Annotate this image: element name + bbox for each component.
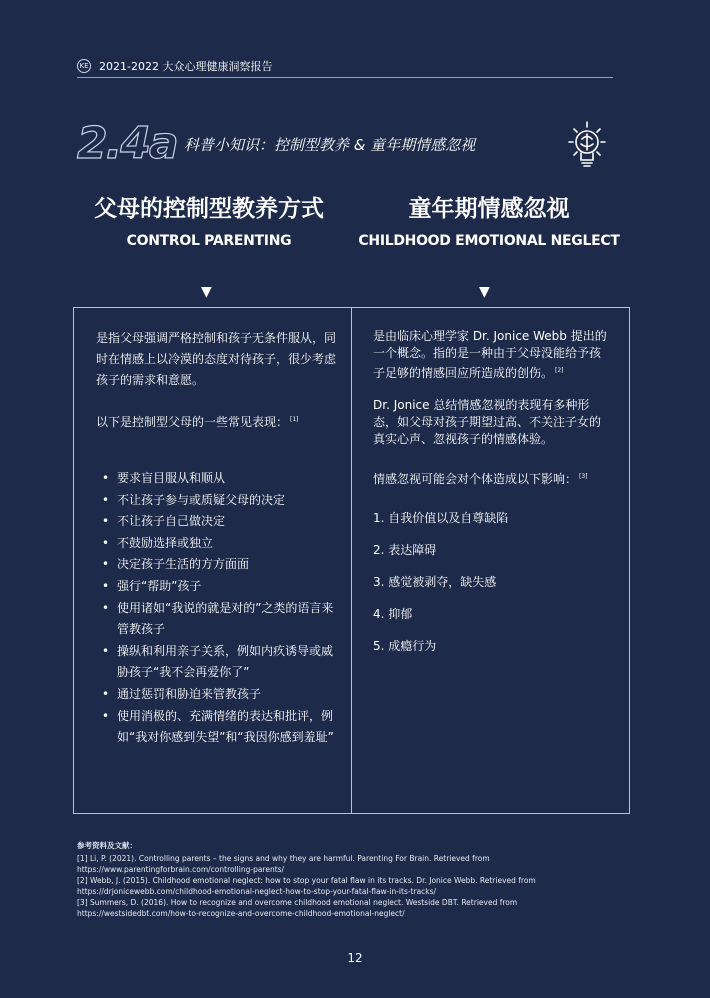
header-divider xyxy=(77,77,613,78)
ref-marker: [2] xyxy=(555,367,564,374)
list-item: • 使用诸如“我说的就是对的”之类的语言来管教孩子 xyxy=(100,598,340,641)
left-title-zh: 父母的控制型教养方式 xyxy=(94,196,324,222)
control-parenting-list xyxy=(100,468,340,749)
references xyxy=(77,840,617,919)
section-heading xyxy=(77,120,617,172)
report-title: 2021-2022 大众心理健康洞察报告 xyxy=(99,60,273,73)
list-item: • 不让孩子自己做决定 xyxy=(100,511,340,533)
left-arrow-down-icon: ▼ xyxy=(201,284,212,300)
section-number: 2.4a xyxy=(77,118,177,169)
references-title: 参考资料及文献： xyxy=(77,841,137,850)
section-title: 科普小知识：控制型教养 & 童年期情感忽视 xyxy=(184,136,476,154)
list-item: • 不鼓励选择或独立 xyxy=(100,533,340,555)
right-title-en: CHILDHOOD EMOTIONAL NEGLECT xyxy=(358,233,620,249)
list-item: • 强行“帮助”孩子 xyxy=(100,576,340,598)
reference-item: [2] Webb, J. (2015). Childhood emotional neglect: how to stop your fatal flaw in its tracks. Dr. Jonice Webb. Retrieved from https://drjonicewebb.com/childhood-emotional-neglect-how-to-stop-your-fatal-flaw-in-its-tracks/ xyxy=(77,876,536,896)
ref-marker: [1] xyxy=(290,416,299,423)
page-header xyxy=(77,56,613,76)
impact-intro: 情感忽视可能会对个体造成以下影响： [3] xyxy=(373,472,588,486)
left-list-intro: 以下是控制型父母的一些常见表现： [1] xyxy=(96,415,299,429)
reference-item: [3] Summers, D. (2016). How to recognize and overcome childhood emotional neglect. Westside DBT. Retrieved from https://westsidedbt.com/how-to-recognize-and-overcome-childhood-emotional-neglect/ xyxy=(77,898,518,918)
reference-item: [1] Li, P. (2021). Controlling parents – the signs and why they are harmful. Parenting For Brain. Retrieved from https://www.parentingforbrain.com/controlling-parents/ xyxy=(77,854,490,874)
list-item: 4. 抑郁 xyxy=(373,607,413,621)
right-column-heading xyxy=(358,194,620,251)
left-column-body xyxy=(96,328,336,433)
list-item: • 使用消极的、充满情绪的表达和批评，例如“我对你感到失望”和“我因你感到羞耻” xyxy=(100,706,340,749)
right-arrow-down-icon: ▼ xyxy=(479,284,490,300)
column-divider xyxy=(351,307,352,814)
neglect-impact-list xyxy=(373,508,508,668)
list-item: • 操纵和利用亲子关系，例如内疚诱导或威胁孩子“我不会再爱你了” xyxy=(100,641,340,684)
right-title-zh: 童年期情感忽视 xyxy=(408,196,570,222)
logo-icon: KE xyxy=(77,59,91,73)
list-item: • 不让孩子参与或质疑父母的决定 xyxy=(100,490,340,512)
list-item: 3. 感觉被剥夺，缺失感 xyxy=(373,575,497,589)
right-para-2: Dr. Jonice 总结情感忽视的表现有多种形态，如父母对孩子期望过高、不关注子女的真实心声、忽视孩子的情感体验。 xyxy=(373,398,602,446)
left-title-en: CONTROL PARENTING xyxy=(126,233,292,249)
list-item: • 要求盲目服从和顺从 xyxy=(100,468,340,490)
list-item: • 决定孩子生活的方方面面 xyxy=(100,554,340,576)
list-item: 1. 自我价值以及自尊缺陷 xyxy=(373,511,509,525)
list-item: • 通过惩罚和胁迫来管教孩子 xyxy=(100,684,340,706)
left-column-heading xyxy=(78,194,340,251)
left-description: 是指父母强调严格控制和孩子无条件服从，同时在情感上以冷漠的态度对待孩子，很少考虑孩子的需求和意愿。 xyxy=(96,331,337,387)
right-column-body xyxy=(373,328,608,488)
list-item: 5. 成瘾行为 xyxy=(373,639,437,653)
brain-bulb-icon xyxy=(559,120,615,172)
ref-marker: [3] xyxy=(579,473,588,480)
right-para-1: 是由临床心理学家 Dr. Jonice Webb 提出的一个概念。指的是一种由于父母没能给予孩子足够的情感回应所造成的创伤。 [2] xyxy=(373,329,607,380)
list-item: 2. 表达障碍 xyxy=(373,543,437,557)
page-number: 12 xyxy=(347,951,363,965)
